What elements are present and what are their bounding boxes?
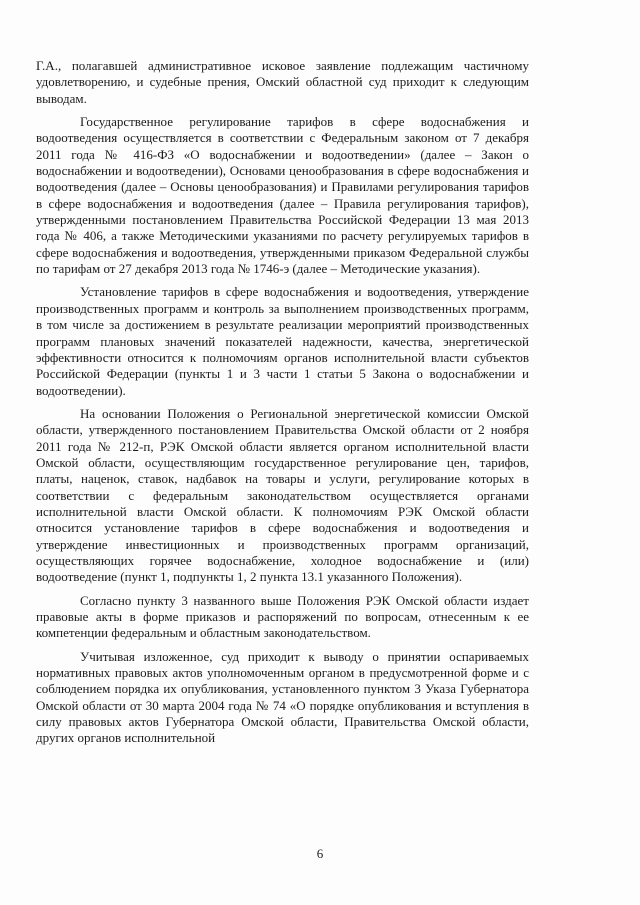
paragraph-6: Учитывая изложенное, суд приходит к выводу о принятии оспариваемых нормативных правовых актов уполномоченным органом в предусмотренной форме и с соблюдением порядка их опубликования, установленного пунктом 3 Указа Губернатора Омской области от 30 марта 2004 года № 74 «О порядке опубликования и вступления в силу правовых актов Губернатора Омской области, Правительства Омской области, других органов исполнительной [36, 648, 529, 746]
paragraph-2: Государственное регулирование тарифов в сфере водоснабжения и водоотведения осуществляется в соответствии с Федеральным законом от 7 декабря 2011 года № 416-ФЗ «О водоснабжении и водоотведении» (далее – Закон о водоснабжении и водоотведении), Основами ценообразования в сфере водоснабжения и водоотведения (далее – Основы ценообразования) и Правилами регулирования тарифов в сфере водоснабжения и водоотведения (далее – Правила регулирования тарифов), утвержденными постановлением Правительства Российской Федерации 13 мая 2013 года № 406, а также Методическими указаниями по расчету регулируемых тарифов в сфере водоснабжения и водоотведения, утвержденными приказом Федеральной службы по тарифам от 27 декабря 2013 года № 1746-э (далее – Методические указания). [36, 114, 529, 277]
paragraph-1: Г.А., полагавшей административное исковое заявление подлежащим частичному удовлетворению, и судебные прения, Омский областной суд приходит к следующим выводам. [36, 58, 529, 106]
paragraph-5: Согласно пункту 3 названного выше Положения РЭК Омской области издает правовые акты в форме приказов и распоряжений по вопросам, отнесенным к ее компетенции федеральным и областным законодательством. [36, 592, 529, 641]
paragraph-4: На основании Положения о Региональной энергетической комиссии Омской области, утвержденного постановлением Правительства Омской области от 2 ноября 2011 года № 212-п, РЭК Омской области является органом исполнительной власти Омской области, осуществляющим государственное регулирование цен, тарифов, платы, наценок, ставок, надбавок на товары и услуги, регулирование которых в соответствии с федеральным законодательством осуществляется органами исполнительной власти Омской области. К полномочиям РЭК Омской области относится установление тарифов в сфере водоснабжения и водоотведения и утверждение инвестиционных и производственных программ организаций, осуществляющих горячее водоснабжение, холодное водоснабжение и (или) водоотведение (пункт 1, подпункты 1, 2 пункта 13.1 указанного Положения). [36, 405, 529, 585]
document-body [36, 58, 529, 754]
paragraph-3: Установление тарифов в сфере водоснабжения и водоотведения, утверждение производственных программ и контроль за выполнением производственных программ, в том числе за достижением в результате реализации мероприятий производственных программ плановых значений показателей надежности, качества, энергетической эффективности относится к полномочиям органов исполнительной власти субъектов Российской Федерации (пункты 1 и 3 части 1 статьи 5 Закона о водоснабжении и водоотведении). [36, 284, 529, 398]
page-number: 6 [316, 846, 324, 861]
